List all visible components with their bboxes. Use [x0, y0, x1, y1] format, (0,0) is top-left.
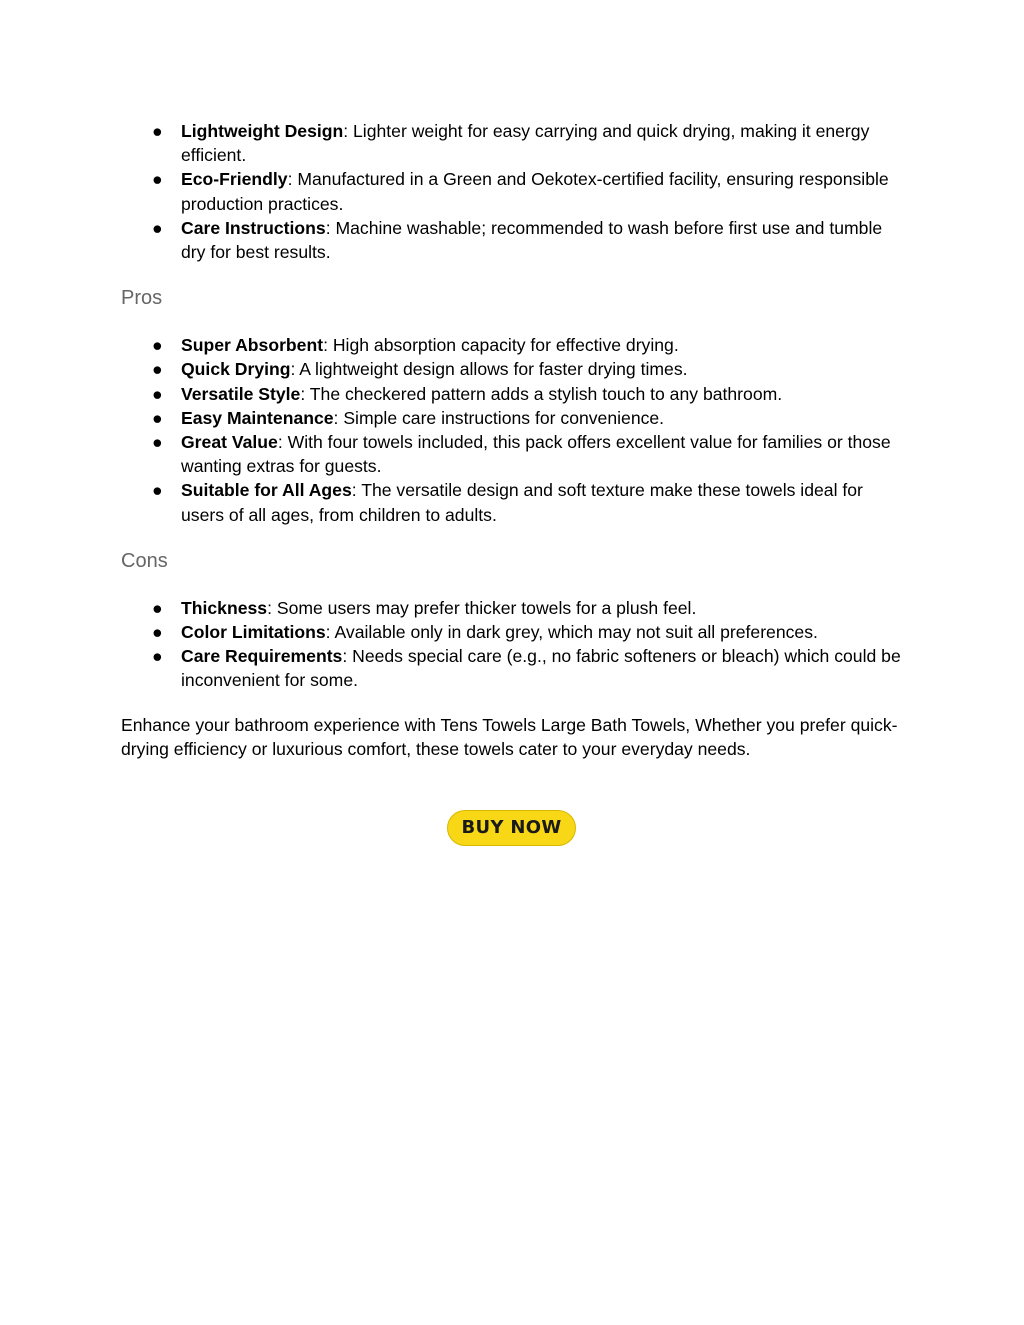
- cons-list: [121, 596, 906, 693]
- item-desc: : Manufactured in a Green and Oekotex-certified facility, ensuring responsible production practices.: [181, 169, 889, 214]
- list-item: [121, 478, 906, 526]
- item-desc: : The versatile design and soft texture make these towels ideal for users of all ages, from children to adults.: [181, 480, 863, 525]
- pros-heading: Pros: [121, 287, 163, 310]
- buy-now-button[interactable]: BUY NOW: [447, 810, 576, 846]
- list-item: [121, 357, 906, 381]
- item-desc: : Lighter weight for easy carrying and quick drying, making it energy efficient.: [181, 121, 870, 166]
- list-item: [121, 406, 906, 430]
- list-item: [121, 333, 906, 357]
- bullet-icon: ●: [152, 169, 163, 190]
- item-desc: : Needs special care (e.g., no fabric softeners or bleach) which could be inconvenient for some.: [181, 646, 901, 691]
- bullet-icon: ●: [152, 622, 163, 643]
- item-desc: : Simple care instructions for convenience.: [333, 407, 665, 428]
- pros-list: [121, 333, 906, 527]
- list-item: [121, 620, 906, 644]
- item-term: Easy Maintenance: [181, 407, 334, 428]
- cons-heading: Cons: [121, 549, 168, 572]
- item-term: Care Requirements: [181, 646, 343, 667]
- closing-paragraph: Enhance your bathroom experience with Tens Towels Large Bath Towels, Whether you prefer quick-drying efficiency or luxurious comfort, these towels cater to your everyday needs.: [121, 714, 898, 759]
- buy-now-container: [447, 810, 576, 846]
- item-term: Eco-Friendly: [181, 169, 288, 190]
- bullet-icon: ●: [152, 121, 163, 141]
- item-term: Versatile Style: [181, 383, 301, 404]
- item-term: Lightweight Design: [181, 121, 344, 141]
- list-item: [121, 430, 906, 478]
- list-item: [121, 167, 906, 215]
- bullet-icon: ●: [152, 646, 163, 667]
- item-desc: : Machine washable; recommended to wash before first use and tumble dry for best results.: [181, 217, 883, 263]
- item-desc: : The checkered pattern adds a stylish touch to any bathroom.: [300, 383, 783, 404]
- item-term: Quick Drying: [181, 359, 291, 380]
- list-item: [121, 119, 906, 167]
- bullet-icon: ●: [152, 480, 163, 501]
- item-desc: : A lightweight design allows for faster drying times.: [290, 359, 688, 380]
- list-item: [121, 644, 906, 692]
- item-desc: : Some users may prefer thicker towels for a plush feel.: [267, 597, 697, 618]
- item-term: Super Absorbent: [181, 335, 324, 356]
- list-item: [121, 382, 906, 406]
- item-term: Suitable for All Ages: [181, 480, 352, 501]
- item-desc: : Available only in dark grey, which may not suit all preferences.: [325, 622, 818, 643]
- bullet-icon: ●: [152, 597, 163, 618]
- item-desc: : High absorption capacity for effective drying.: [323, 335, 679, 356]
- item-term: Thickness: [181, 597, 268, 618]
- list-item: [121, 216, 906, 264]
- item-term: Great Value: [181, 432, 278, 453]
- bullet-icon: ●: [152, 217, 163, 238]
- features-list: [121, 119, 906, 264]
- bullet-icon: ●: [152, 432, 163, 453]
- document-page: [121, 119, 906, 779]
- bullet-icon: ●: [152, 383, 163, 404]
- list-item: [121, 596, 906, 620]
- bullet-icon: ●: [152, 335, 163, 356]
- item-term: Care Instructions: [181, 217, 326, 238]
- item-desc: : With four towels included, this pack offers excellent value for families or those wanting extras for guests.: [181, 432, 891, 477]
- bullet-icon: ●: [152, 359, 163, 380]
- bullet-icon: ●: [152, 407, 163, 428]
- item-term: Color Limitations: [181, 622, 326, 643]
